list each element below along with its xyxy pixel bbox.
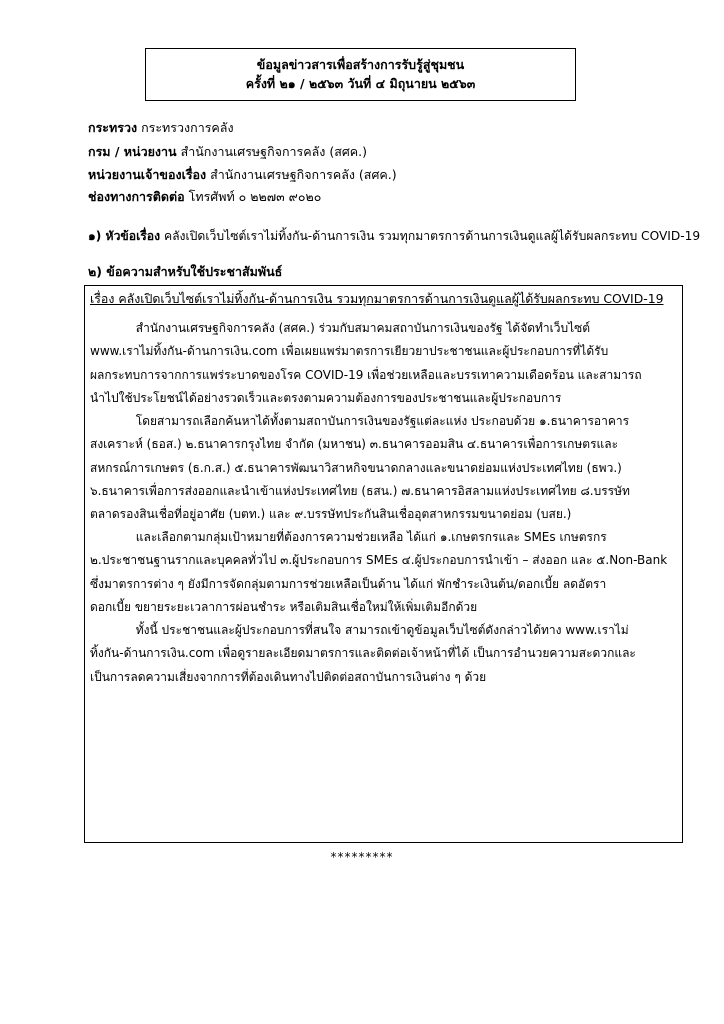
section-topic — [88, 227, 700, 246]
owner-label: หน่วยงานเจ้าของเรื่อง — [88, 167, 207, 182]
pr-heading-label: ๒) ข้อความสำหรับใช้ประชาสัมพันธ์ — [88, 264, 283, 279]
header-title: ข้อมูลข่าวสารเพื่อสร้างการรับรู้สู่ชุมชน — [256, 57, 465, 72]
meta-department — [88, 142, 367, 162]
contact-label: ช่องทางการติดต่อ — [88, 189, 185, 204]
meta-contact — [88, 187, 321, 207]
owner-value: สำนักงานเศรษฐกิจการคลัง (สศค.) — [210, 167, 397, 182]
ministry-value: กระทรวงการคลัง — [141, 120, 234, 135]
section-pr-heading — [88, 262, 282, 282]
header-issue: ครั้งที่ ๒๑ / ๒๕๖๓ วันที่ ๔ มิถุนายน ๒๕๖๓ — [245, 76, 476, 91]
end-marker: ********* — [330, 850, 394, 864]
ministry-label: กระทรวง — [88, 120, 138, 135]
header-box — [145, 48, 576, 101]
topic-label: ๑) หัวข้อเรื่อง — [88, 229, 161, 243]
content-subject: เรื่อง คลังเปิดเว็บไซต์เราไม่ทิ้งกัน-ด้านการเงิน รวมทุกมาตรการด้านการเงินดูแลผู้ได้รับผลกระทบ COVID-19 — [90, 291, 664, 306]
contact-value: โทรศัพท์ ๐ ๒๒๗๓ ๙๐๒๐ — [188, 189, 322, 204]
topic-value: คลังเปิดเว็บไซต์เราไม่ทิ้งกัน-ด้านการเงิน รวมทุกมาตรการด้านการเงินดูแลผู้ได้รับผลกระทบ COVID-19 — [163, 229, 701, 243]
meta-owner — [88, 165, 397, 185]
department-label: กรม / หน่วยงาน — [88, 144, 177, 159]
paragraph-2: โดยสามารถเลือกค้นหาได้ทั้งตามสถาบันการเงินของรัฐแต่ละแห่ง ประกอบด้วย ๑.ธนาคารอาคาร สงเคราะห์ (ธอส.) ๒.ธนาคารกรุงไทย จำกัด (มหาชน) ๓.ธนาคารออมสิน ๔.ธนาคารเพื่อการเกษตรและ สหกรณ์การเกษตร (ธ.ก.ส.) ๕.ธนาคารพัฒนาวิสาหกิจขนาดกลางและขนาดย่อมแห่งประเทศไทย (ธพว.) ๖.ธนาคารเพื่อการส่งออกและนำเข้าแห่งประเทศไทย (ธสน.) ๗.ธนาคารอิสลามแห่งประเทศไทย ๘.บรรษัท ตลาดรองสินเชื่อที่อยู่อาศัย (บตท.) และ ๙.บรรษัทประกันสินเชื่ออุตสาหกรรมขนาดย่อม (บสย.) — [90, 414, 630, 522]
paragraph-4: ทั้งนี้ ประชาชนและผู้ประกอบการที่สนใจ สามารถเข้าดูข้อมูลเว็บไซต์ดังกล่าวได้ทาง www.เราไม่ ทิ้งกัน-ด้านการเงิน.com เพื่อดูรายละเอียดมาตรการและติดต่อเจ้าหน้าที่ได้ เป็นการอำนวยความสะดวกและ เป็นการลดความเสี่ยงจากการที่ต้องเดินทางไปติดต่อสถาบันการเงินต่าง ๆ ด้วย — [90, 623, 636, 684]
paragraph-3: และเลือกตามกลุ่มเป้าหมายที่ต้องการความช่วยเหลือ ได้แก่ ๑.เกษตรกรและ SMEs เกษตรกร ๒.ประชาชนฐานรากและบุคคลทั่วไป ๓.ผู้ประกอบการ SMEs ๔.ผู้ประกอบการนำเข้า – ส่งออก และ ๕.Non-Bank ซึ่งมาตรการต่าง ๆ ยังมีการจัดกลุ่มตามการช่วยเหลือเป็นด้าน ได้แก่ พักชำระเงินต้น/ดอกเบี้ย ลดอัตรา ดอกเบี้ย ขยายระยะเวลาการผ่อนชำระ หรือเติมสินเชื่อใหม่ให้เพิ่มเติมอีกด้วย — [90, 530, 668, 614]
meta-ministry — [88, 118, 234, 138]
paragraph-1: สำนักงานเศรษฐกิจการคลัง (สศค.) ร่วมกับสมาคมสถาบันการเงินของรัฐ ได้จัดทำเว็บไซต์ www.เราไม่ทิ้งกัน-ด้านการเงิน.com เพื่อเผยแพร่มาตรการเยียวยาประชาชนและผู้ประกอบการที่ได้รับ ผลกระทบการจากการแพร่ระบาดของโรค COVID-19 เพื่อช่วยเหลือและบรรเทาความเดือดร้อน และสามารถ นำไปใช้ประโยชน์ได้อย่างรวดเร็วและตรงตามความต้องการของประชาชนและผู้ประกอบการ — [90, 321, 642, 405]
department-value: สำนักงานเศรษฐกิจการคลัง (สศค.) — [180, 144, 368, 159]
